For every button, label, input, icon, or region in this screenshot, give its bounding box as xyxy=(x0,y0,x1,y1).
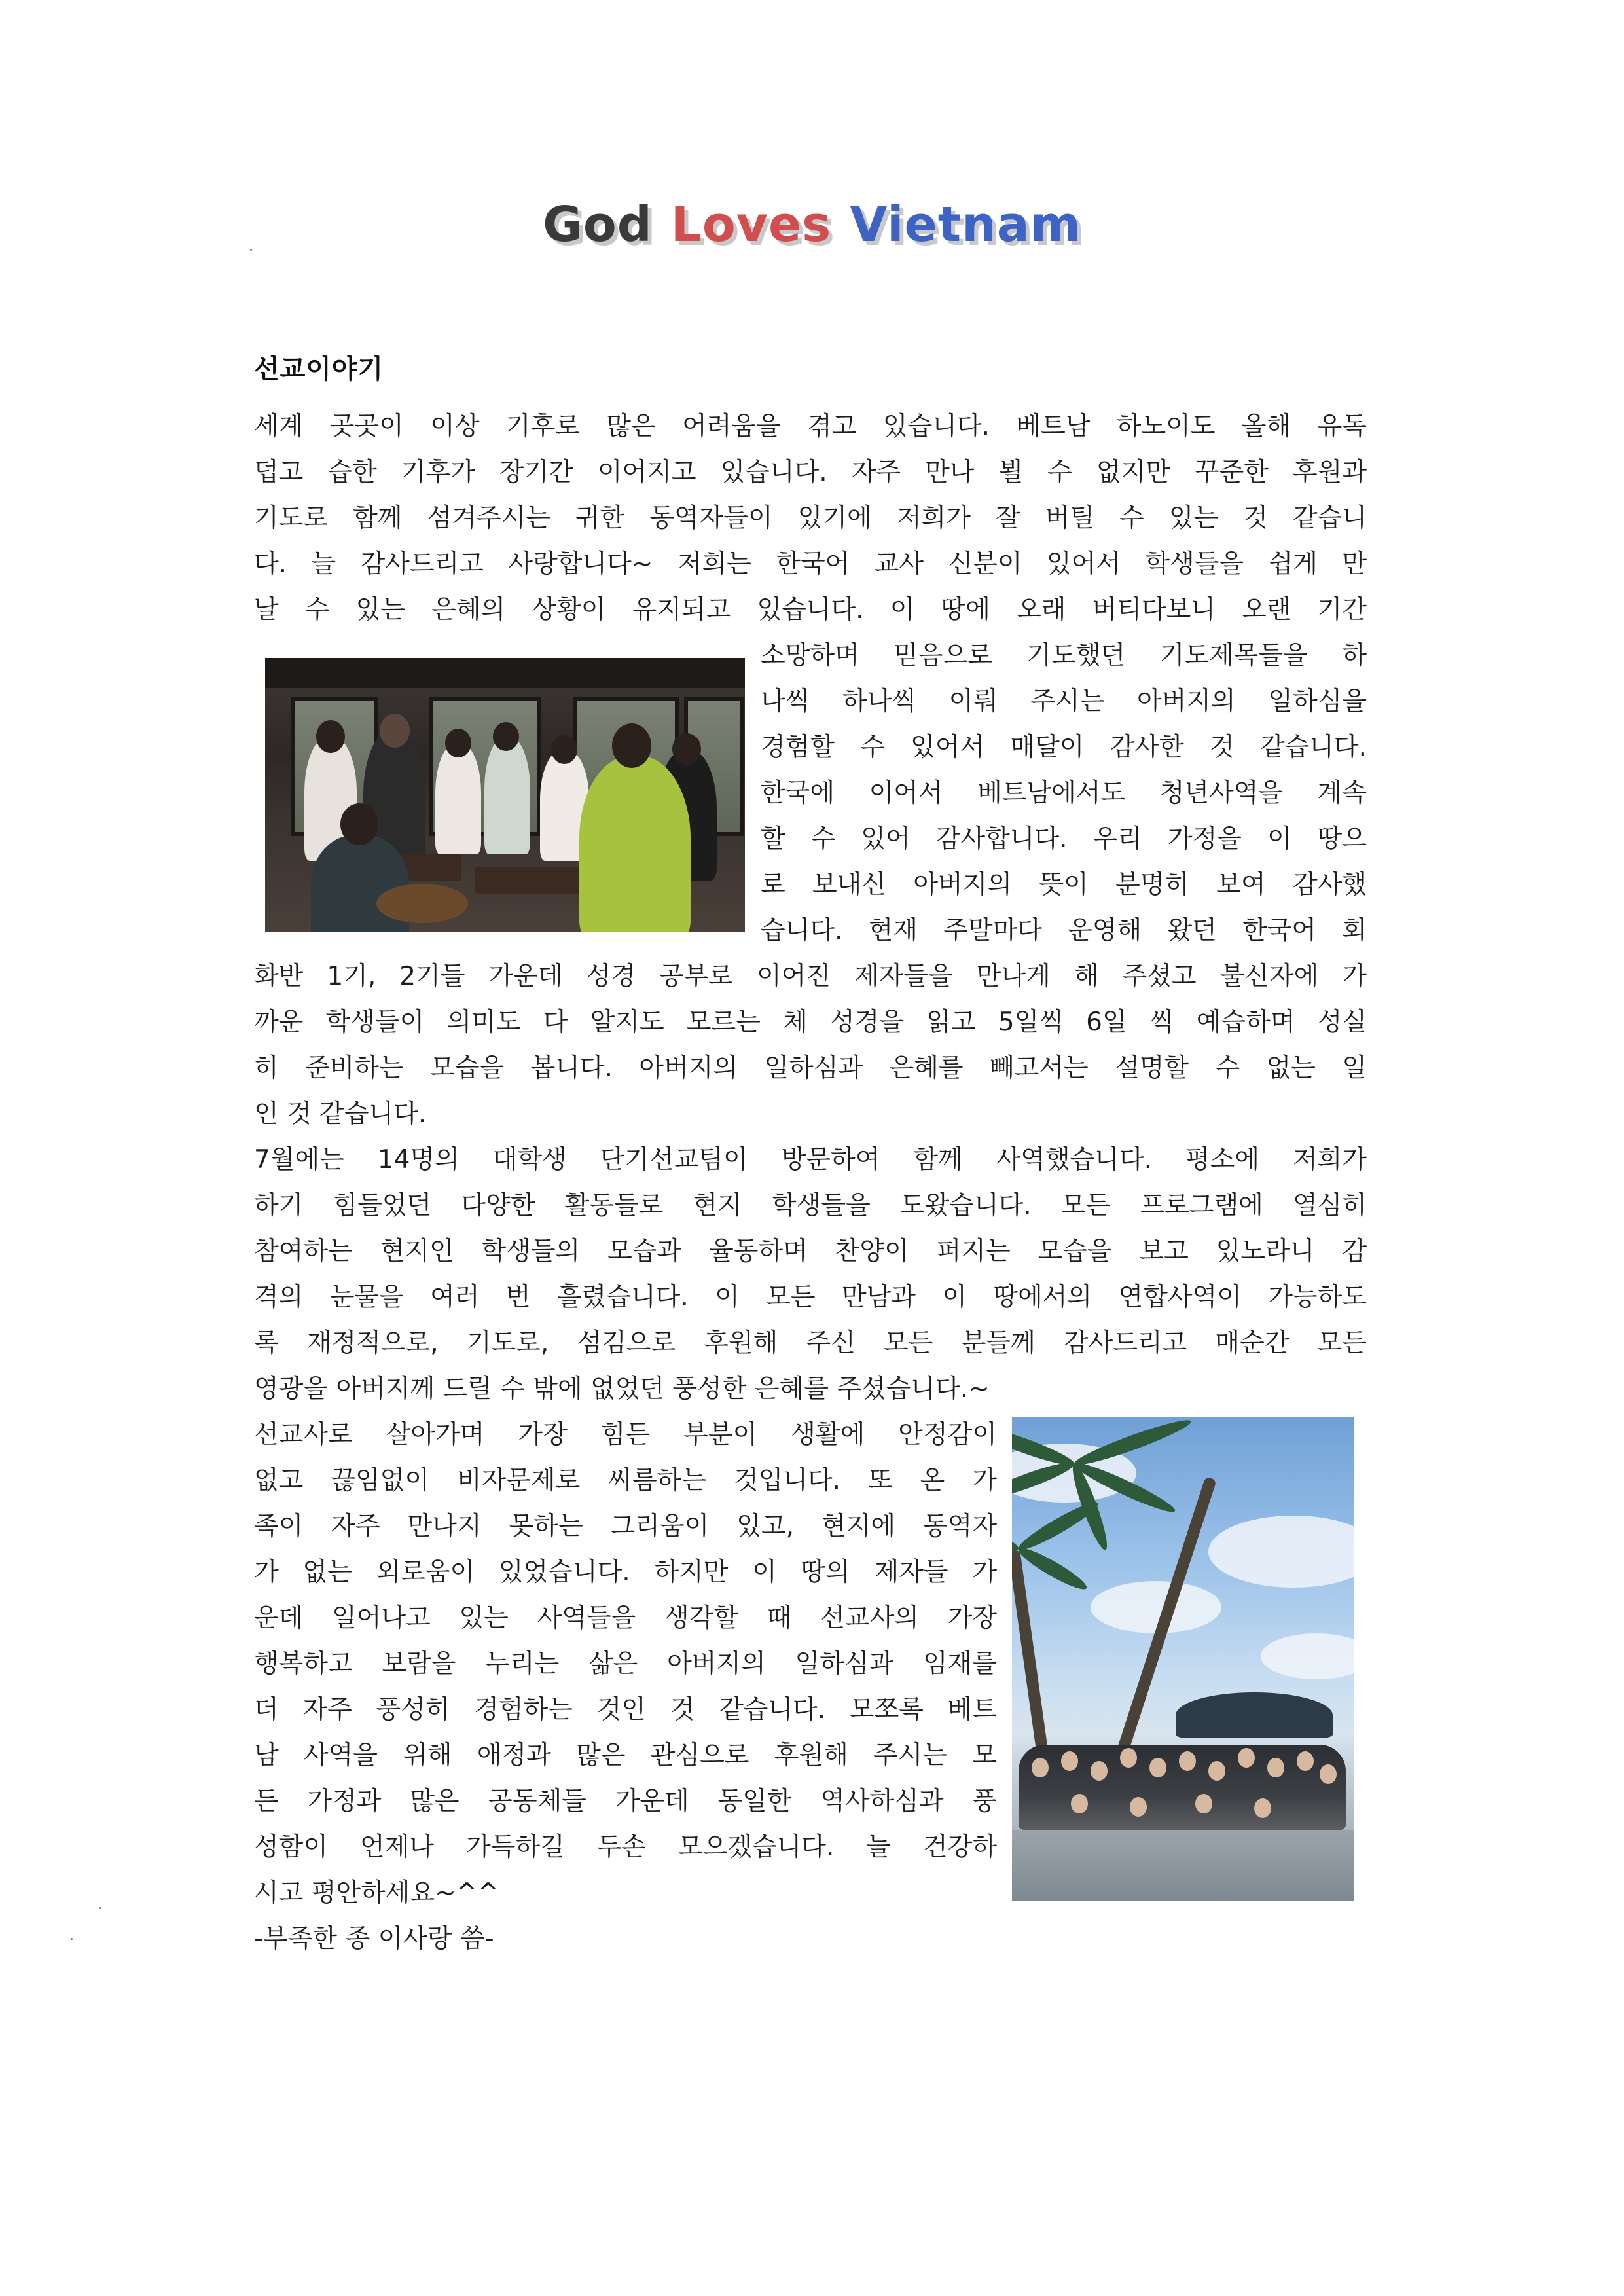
text-line: 남 사역을 위해 애정과 많은 관심으로 후원해 주시는 모 xyxy=(254,1741,997,1770)
text-line: 히 준비하는 모습을 봅니다. 아버지의 일하심과 은혜를 빼고서는 설명할 수 없는 일 xyxy=(254,1053,1367,1083)
text-line: 격의 눈물을 여러 번 흘렸습니다. 이 모든 만남과 이 땅에서의 연합사역이 가능하도 xyxy=(254,1283,1367,1312)
page-title xyxy=(0,196,1624,253)
text-line: 인 것 같습니다. xyxy=(254,1099,427,1129)
text-line: 시고 평안하세요~^^ xyxy=(254,1878,499,1908)
text-line: 족이 자주 만나지 못하는 그리움이 있고, 현지에 동역자 xyxy=(254,1512,997,1541)
section-heading: 선교이야기 xyxy=(254,354,384,384)
scan-speck xyxy=(250,249,252,251)
text-line: 7월에는 14명의 대학생 단기선교팀이 방문하여 함께 사역했습니다. 평소에 저희가 xyxy=(254,1145,1367,1175)
text-line: 없고 끊임없이 비자문제로 씨름하는 것입니다. 또 온 가 xyxy=(254,1466,997,1495)
text-line: 습니다. 현재 주말마다 운영해 왔던 한국어 회 xyxy=(761,916,1367,945)
title-word-loves: Loves xyxy=(670,196,832,253)
worship-photo xyxy=(265,658,745,932)
text-line: 다. 늘 감사드리고 사랑합니다~ 저희는 한국어 교사 신분이 있어서 학생들을 쉽게 만 xyxy=(254,549,1367,579)
title-word-vietnam: Vietnam xyxy=(850,196,1081,253)
text-line: 할 수 있어 감사합니다. 우리 가정을 이 땅으 xyxy=(761,824,1367,854)
paragraph-2 xyxy=(254,1137,1367,1412)
paragraph-1 xyxy=(254,404,1367,633)
paragraph-3 xyxy=(254,1412,997,1962)
text-line: 까운 학생들이 의미도 다 알지도 모르는 체 성경을 읽고 5일씩 6일 씩 예습하며 성실 xyxy=(254,1008,1367,1037)
text-line: 가 없는 외로움이 있었습니다. 하지만 이 땅의 제자들 가 xyxy=(254,1558,997,1587)
paragraph-1-tail xyxy=(254,954,1367,1137)
title-word-god: God xyxy=(543,196,653,253)
paragraph-1-wrap xyxy=(761,633,1367,954)
text-line: 한국에 이어서 베트남에서도 청년사역을 계속 xyxy=(761,778,1367,808)
text-line: 로 보내신 아버지의 뜻이 분명히 보여 감사했 xyxy=(761,870,1367,900)
signature: -부족한 종 이사랑 씀- xyxy=(254,1924,494,1954)
text-line: 든 가정과 많은 공동체들 가운데 동일한 역사하심과 풍 xyxy=(254,1787,997,1816)
text-line: 덥고 습한 기후가 장기간 이어지고 있습니다. 자주 만나 뵐 수 없지만 꾸준한 후원과 xyxy=(254,458,1367,487)
beach-group-photo xyxy=(1012,1417,1354,1901)
scan-speck xyxy=(71,1938,73,1940)
text-line: 화반 1기, 2기들 가운데 성경 공부로 이어진 제자들을 만나게 해 주셨고 불신자에 가 xyxy=(254,962,1367,991)
text-line: 경험할 수 있어서 매달이 감사한 것 같습니다. xyxy=(761,733,1367,762)
text-line: 날 수 있는 은혜의 상황이 유지되고 있습니다. 이 땅에 오래 버티다보니 오랜 기간 xyxy=(254,595,1367,625)
text-line: 하기 힘들었던 다양한 활동들로 현지 학생들을 도왔습니다. 모든 프로그램에 열심히 xyxy=(254,1191,1367,1220)
text-line: 더 자주 풍성히 경험하는 것인 것 같습니다. 모쪼록 베트 xyxy=(254,1695,997,1724)
text-line: 행복하고 보람을 누리는 삶은 아버지의 일하심과 임재를 xyxy=(254,1649,997,1679)
text-line: 나씩 하나씩 이뤄 주시는 아버지의 일하심을 xyxy=(761,687,1367,716)
text-line: 운데 일어나고 있는 사역들을 생각할 때 선교사의 가장 xyxy=(254,1603,997,1633)
text-line: 록 재정적으로, 기도로, 섬김으로 후원해 주신 모든 분들께 감사드리고 매순간 모든 xyxy=(254,1328,1367,1358)
text-line: 영광을 아버지께 드릴 수 밖에 없었던 풍성한 은혜를 주셨습니다.~ xyxy=(254,1374,990,1404)
text-line: 소망하며 믿음으로 기도했던 기도제목들을 하 xyxy=(761,641,1367,670)
scan-speck xyxy=(99,1907,101,1909)
text-line: 참여하는 현지인 학생들의 모습과 율동하며 찬양이 퍼지는 모습을 보고 있노라니 감 xyxy=(254,1237,1367,1266)
text-line: 세계 곳곳이 이상 기후로 많은 어려움을 겪고 있습니다. 베트남 하노이도 올해 유독 xyxy=(254,412,1367,441)
text-line: 기도로 함께 섬겨주시는 귀한 동역자들이 있기에 저희가 잘 버틸 수 있는 것 같습니 xyxy=(254,503,1367,533)
text-line: 성함이 언제나 가득하길 두손 모으겠습니다. 늘 건강하 xyxy=(254,1832,997,1862)
text-line: 선교사로 살아가며 가장 힘든 부분이 생활에 안정감이 xyxy=(254,1420,997,1449)
